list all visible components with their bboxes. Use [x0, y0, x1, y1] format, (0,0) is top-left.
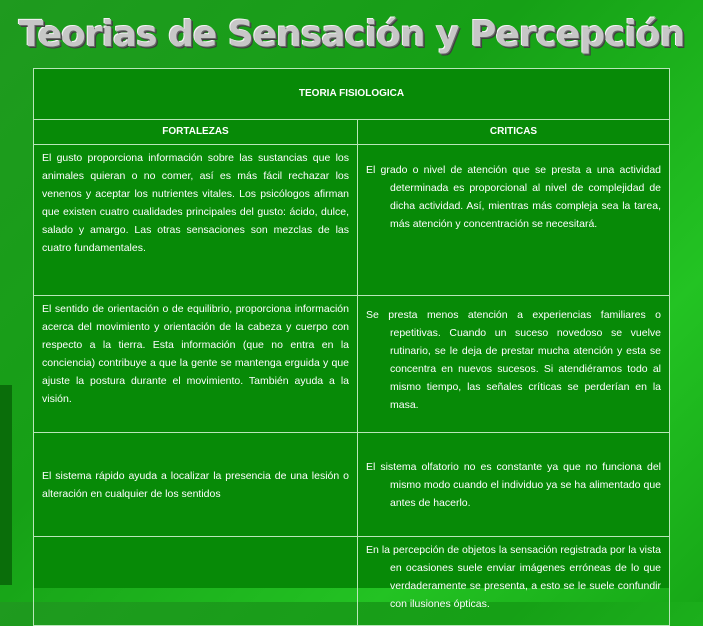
fortaleza-text: El sistema rápido ayuda a localizar la presencia de una lesión o alteración en cualquier de los sentidos: [42, 469, 349, 500]
critica-text: El sistema olfatorio no es constante ya que no funciona del mismo modo cuando el individuo ya se ha alimentado que antes de hacerlo.: [366, 460, 661, 509]
critica-cell: [358, 296, 670, 433]
fortaleza-text: El sentido de orientación o de equilibrio, proporciona información acerca del movimiento y orientación de la cabeza y cuerpo con respecto a la tierra. Esta información (que no entra en la conciencia) contribuye a que la gente se mantenga erguida y que ajuste la postura durante el movimiento. También ayuda a la visión.: [42, 303, 349, 405]
critica-text: En la percepción de objetos la sensación registrada por la vista en ocasiones suele enviar imágenes erróneas de lo que verdaderamente se presenta, a esto se le suele confundir con ilusiones ópticas.: [366, 544, 661, 610]
table-row: [34, 145, 670, 296]
column-header-criticas: CRITICAS: [358, 120, 670, 145]
decorative-bar: [0, 385, 12, 585]
table-row: [34, 433, 670, 537]
fortaleza-text: El gusto proporciona información sobre las sustancias que los animales quieran o no comer, así es más fácil rechazar los venenos y aceptar los nutrientes vitales. Los psicólogos afirman que existen cuatro cualidades principales del gusto: ácido, dulce, salado y amargo. Las otras sensaciones son mezclas de las cuatro fundamentales.: [42, 152, 349, 254]
critica-cell: [358, 537, 670, 626]
table-row: [34, 537, 670, 626]
fortaleza-cell: [34, 537, 358, 626]
theory-table: [33, 68, 670, 626]
critica-cell: [358, 433, 670, 537]
table-row: [34, 296, 670, 433]
fortaleza-cell: [34, 296, 358, 433]
critica-cell: [358, 145, 670, 296]
table-header: TEORIA FISIOLOGICA: [34, 69, 670, 120]
fortaleza-cell: [34, 145, 358, 296]
critica-text: Se presta menos atención a experiencias familiares o repetitivas. Cuando un suceso novedoso se vuelve rutinario, se le deja de prestar mucha atención y esta se concentra en nuevos sucesos. Si atendiéramos todo al mismo tiempo, las señales críticas se perderían en la masa.: [366, 309, 661, 411]
fortaleza-cell: [34, 433, 358, 537]
critica-text: El grado o nivel de atención que se presta a una actividad determinada es proporcional al nivel de complejidad de dicha actividad. Así, mientras más compleja sea la tarea, más atención y concentración se necesitará.: [366, 164, 661, 230]
column-header-fortalezas: FORTALEZAS: [34, 120, 358, 145]
page-title: Teorias de Sensación y Percepción: [18, 14, 685, 55]
